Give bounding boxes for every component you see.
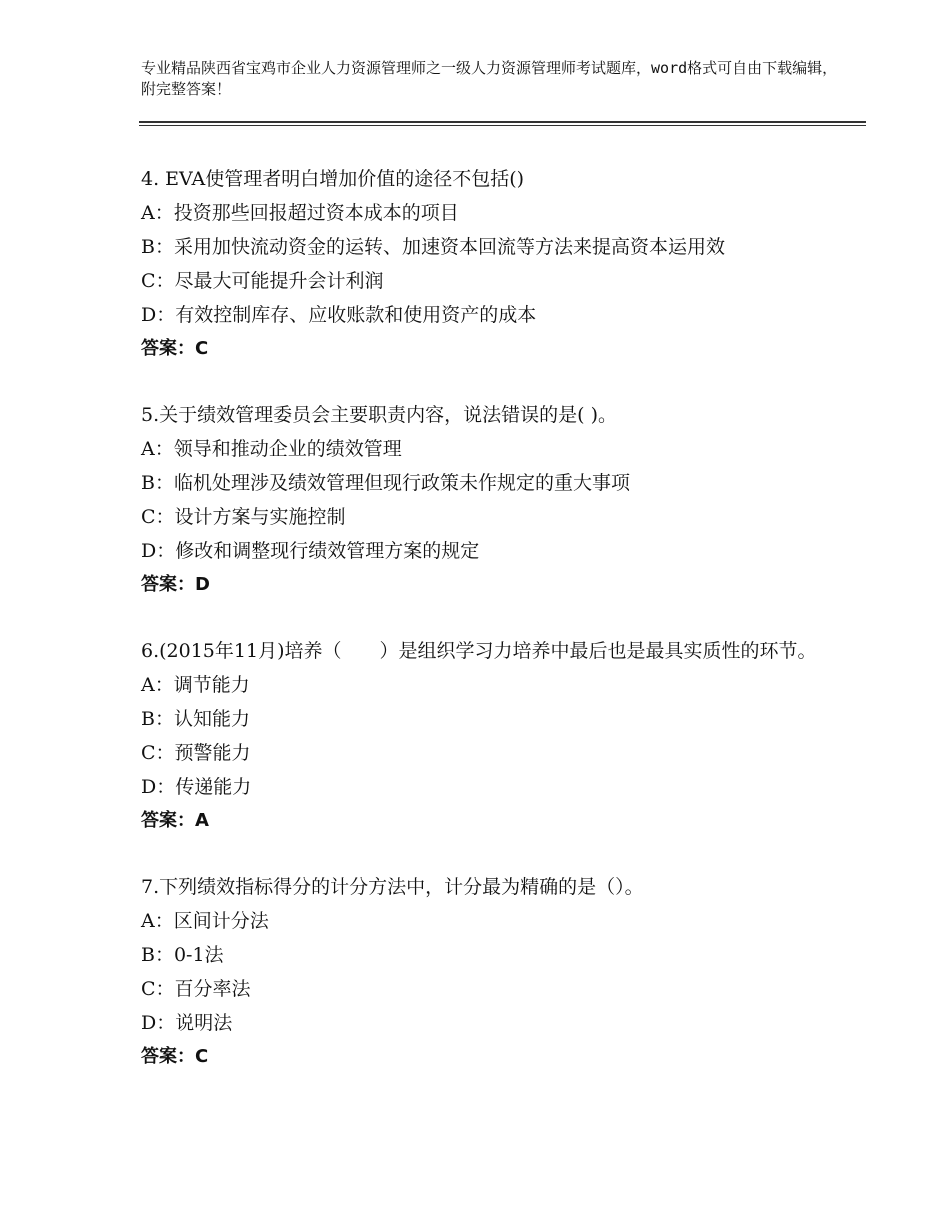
question-item [141, 634, 821, 838]
option-a: A：投资那些回报超过资本成本的项目 [141, 202, 459, 224]
option-a: A：调节能力 [141, 674, 250, 696]
header-divider [139, 121, 866, 123]
answer-line: 答案：C [141, 338, 209, 359]
option-b: B：认知能力 [141, 708, 250, 730]
question-item [141, 398, 821, 602]
question-item [141, 870, 821, 1074]
question-stem: 7.下列绩效指标得分的计分方法中，计分最为精确的是（）。 [141, 876, 644, 898]
question-list [141, 162, 821, 1106]
option-c: C：预警能力 [141, 742, 251, 764]
answer-line: 答案：A [141, 810, 209, 831]
answer-line: 答案：D [141, 574, 210, 595]
option-a: A：领导和推动企业的绩效管理 [141, 438, 402, 460]
option-d: D：有效控制库存、应收账款和使用资产的成本 [141, 304, 537, 326]
option-d: D：说明法 [141, 1012, 233, 1034]
option-b: B：采用加快流动资金的运转、加速资本回流等方法来提高资本运用效 [141, 236, 725, 258]
option-c: C：设计方案与实施控制 [141, 506, 346, 528]
option-a: A：区间计分法 [141, 910, 269, 932]
answer-line: 答案：C [141, 1046, 209, 1067]
option-d: D：传递能力 [141, 776, 252, 798]
header-divider-thin [139, 125, 866, 126]
document-header: 专业精品陕西省宝鸡市企业人力资源管理师之一级人力资源管理师考试题库，word格式可自由下载编辑，附完整答案！ [141, 59, 838, 98]
question-stem: 6.(2015年11月)培养（ ）是组织学习力培养中最后也是最具实质性的环节。 [141, 640, 817, 662]
option-d: D：修改和调整现行绩效管理方案的规定 [141, 540, 480, 562]
option-b: B：0-1法 [141, 944, 224, 966]
option-c: C：尽最大可能提升会计利润 [141, 270, 384, 292]
option-b: B：临机处理涉及绩效管理但现行政策未作规定的重大事项 [141, 472, 630, 494]
option-c: C：百分率法 [141, 978, 251, 1000]
question-item [141, 162, 821, 366]
question-stem: 5.关于绩效管理委员会主要职责内容，说法错误的是( )。 [141, 404, 617, 426]
question-stem: 4. EVA使管理者明白增加价值的途径不包括() [141, 168, 525, 190]
